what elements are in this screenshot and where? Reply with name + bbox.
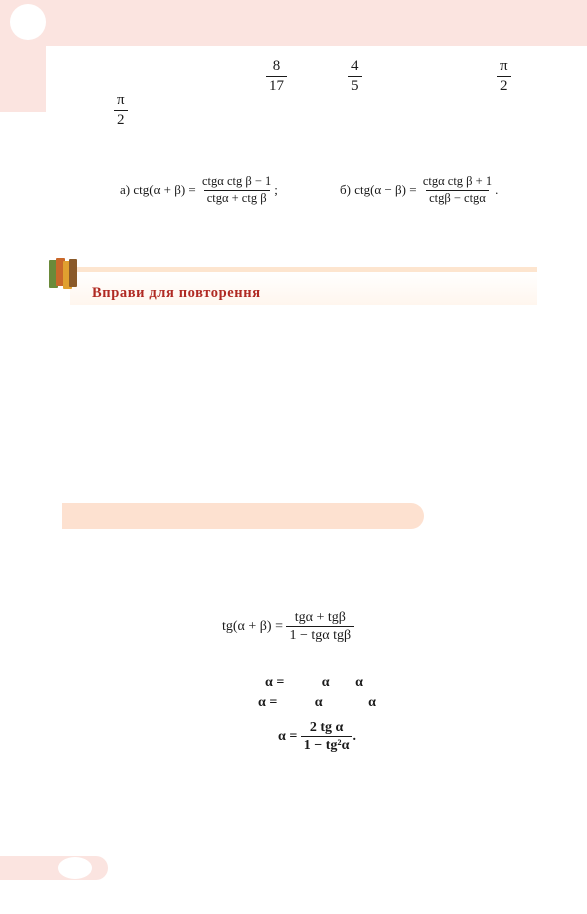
section-header-band	[62, 503, 424, 529]
exercises-title: Вправи для повторення	[92, 285, 261, 301]
formula-ctg-sum	[120, 165, 278, 215]
fraction-pi-2-top: $\frac{\pi}{2}$	[497, 58, 511, 94]
formula-b-end: .	[495, 182, 499, 197]
page-header-curve	[46, 46, 86, 112]
tg-formula-lhs: tg(α + β) =	[222, 619, 283, 635]
formula-b-fraction: $\frac{\text{ctgα ctg β + 1}}{\text{ctgβ − ctgα}}$	[422, 173, 493, 205]
formula-a-lhs: ctg(α + β) =	[133, 182, 196, 197]
formula-a-label: а)	[120, 182, 131, 197]
formula-tg-sum	[222, 610, 354, 644]
page-number-circle	[10, 4, 46, 40]
fraction-8-17: $\frac{8}{17}$	[266, 58, 287, 94]
formula-double-tg: α = $\frac{\text{2 tg α}}{\text{1 − tg²α}}$ .	[278, 720, 356, 754]
tg-formula-fraction: $\frac{\text{tgα + tgβ}}{\text{1 − tgα tgβ}}$	[286, 610, 354, 644]
formula-a-fraction: $\frac{\text{ctgα ctg β − 1}}{\text{ctgα + ctg β}}$	[202, 173, 272, 205]
page-footer-circle	[58, 857, 92, 879]
fraction-pi-2-left: $\frac{\pi}{2}$	[114, 92, 128, 128]
double-tg-fraction: $\frac{\text{2 tg α}}{\text{1 − tg²α}}$	[301, 720, 353, 754]
formula-ctg-difference	[340, 165, 498, 215]
formula-fragment-2: α = α α	[258, 695, 376, 710]
formula-b-lhs: ctg(α − β) =	[354, 182, 417, 197]
formula-a-end: ;	[274, 182, 278, 197]
formula-fragment-1: α = α α	[265, 675, 363, 690]
books-icon	[49, 256, 79, 290]
formula-b-label: б)	[340, 182, 351, 197]
fraction-4-5: $\frac{4}{5}$	[348, 58, 362, 94]
page-header-band	[0, 0, 587, 46]
